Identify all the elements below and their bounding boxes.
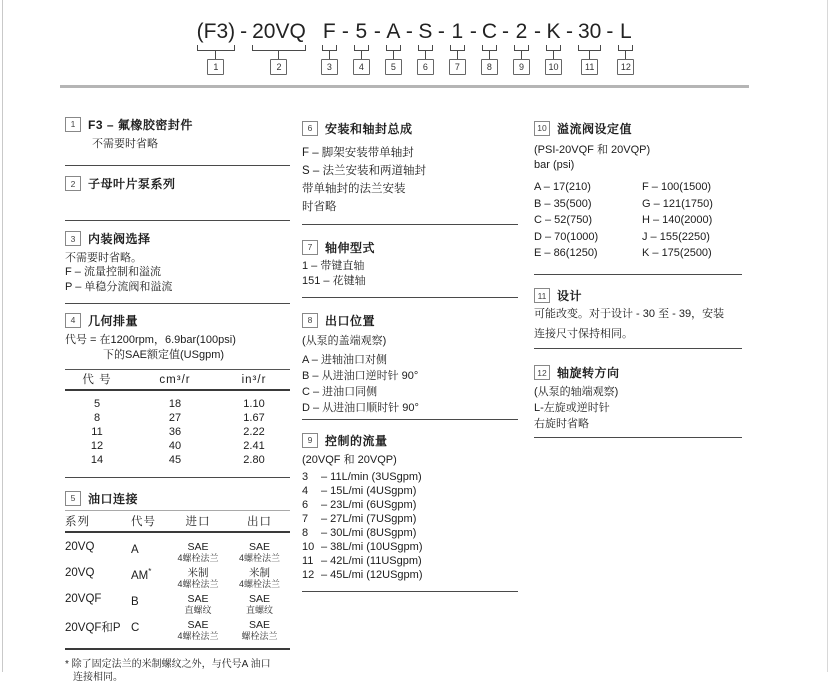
section-divider [65,165,290,166]
section-divider [534,437,742,438]
section-11-header [534,288,742,304]
cell-inlet [167,567,229,590]
code-superscript: * [148,567,152,576]
section-8-number-box: 8 [302,313,318,328]
port-table-header [65,511,290,531]
section-6-line: 时省略 [302,201,337,213]
section-2-title: 子母叶片泵系列 [88,177,176,191]
section-7-number-box: 7 [302,240,318,255]
code-number-box-8: 8 [481,59,498,75]
code-number-box-2: 2 [270,59,287,75]
code-stem-3 [329,51,330,59]
section-1-number-box: 1 [65,117,81,132]
table-row [65,411,290,425]
code-segment-11 [577,20,602,75]
page-right-border [827,0,828,672]
table-row [65,533,290,564]
cell-series: 20VQ [65,567,95,579]
outlet-line1: SAE [248,593,270,605]
inlet-line2: 4螺栓法兰 [177,553,219,563]
section-3-line: F – 流量控制和溢流 [65,266,161,278]
cell-outlet [229,567,290,590]
section-11-number-box: 11 [534,288,550,303]
code-value: AM [131,569,149,582]
section-12-line: (从泵的轴端观察) [534,385,619,398]
section-4-header [65,312,290,328]
flow-option [302,540,518,554]
inlet-line1: SAE [187,593,209,605]
code-text-8: C [481,20,497,43]
section-3-title: 内装阀选择 [88,232,151,246]
inlet-line2: 4螺栓法兰 [177,631,219,641]
setting-left: A – 17(210) [534,181,591,193]
code-stem-9 [521,51,522,59]
content-columns [65,108,765,684]
column-1 [65,108,290,684]
relief-settings-list [534,179,742,262]
section-12-line: L-左旋或逆时针 [534,401,610,414]
section-shaft-type [302,239,518,288]
setting-left: E – 86(1250) [534,247,598,259]
section-outlet-position [302,312,518,416]
code-separator: - [502,20,509,43]
column-header-cm3r: cm³/r [159,374,191,386]
section-valve-option [65,231,290,295]
outlet-line1: 米制 [249,567,270,579]
code-number-box-7: 7 [449,59,466,75]
code-stem-8 [489,51,490,59]
section-1-title: F3 – 氟橡胶密封件 [88,117,193,132]
cell-code: 14 [90,454,104,466]
code-stem-11 [589,51,590,59]
code-stem-6 [425,51,426,59]
section-11-line: 连接尺寸保持相同。 [534,327,633,340]
section-12-header [534,365,742,381]
code-value: C [131,621,140,634]
cell-series: 20VQ [65,541,95,553]
section-6-number-box: 6 [302,121,318,136]
code-text-10: K [546,20,561,43]
column-header-code: 代号 [131,516,156,528]
code-segment-3 [321,20,338,75]
option-code: 7 [302,513,309,525]
option-code: 6 [302,499,309,511]
outlet-line1: SAE [248,619,270,631]
section-3-number-box: 3 [65,231,81,246]
cell-inlet [167,619,229,642]
relief-setting-row [534,245,742,262]
section-divider [302,297,518,298]
section-1-body: 不需要时省略 [92,138,158,150]
table-row [65,453,290,467]
section-7-title: 轴伸型式 [325,240,376,255]
column-header-series: 系列 [65,516,90,528]
code-separator: - [566,20,573,43]
section-7-line: 151 – 花键轴 [302,274,366,287]
section-divider [534,348,742,349]
option-label: – 23L/mi (6USgpm) [321,499,417,511]
cell-outlet [229,541,290,564]
cell-in3r: 2.80 [243,454,265,466]
code-number-box-5: 5 [385,59,402,75]
code-stem-1 [215,51,216,59]
cell-inlet [167,541,229,564]
code-segment-4 [353,20,370,75]
code-segment-6 [417,20,434,75]
section-10-subtitle2: bar (psi) [534,159,575,171]
table-row [65,439,290,453]
code-segment-5 [385,20,402,75]
code-number-box-4: 4 [353,59,370,75]
option-label: – 38L/mi (10USgpm) [321,541,423,553]
flow-option [302,470,518,484]
outlet-line2: 4螺栓法兰 [238,553,280,563]
column-3 [534,108,742,684]
code-number-box-10: 10 [545,59,562,75]
setting-right: F – 100(1500) [642,181,712,193]
code-text-3: F [322,20,336,43]
model-code-row [10,20,820,75]
flow-option [302,554,518,568]
section-11-title: 设计 [557,289,583,303]
table-row [65,616,290,648]
section-9-number-box: 9 [302,433,318,448]
code-number-box-11: 11 [581,59,598,75]
code-separator: - [534,20,541,43]
cell-code [123,619,167,642]
flow-options [302,470,518,582]
cell-cm3r: 36 [168,426,182,438]
option-label: – 30L/mi (8USgpm) [321,527,417,539]
option-code: 4 [302,485,309,497]
section-divider [302,224,518,225]
setting-right: J – 155(2250) [642,230,710,243]
section-8-subtitle: (从泵的盖端观察) [302,335,387,347]
table-rule [65,648,290,650]
code-text-11: 30 [578,20,602,43]
section-8-header [302,312,518,328]
section-fluorocarbon-seal [65,116,290,152]
cell-code: 8 [93,412,101,424]
option-code: 8 [302,527,309,539]
inlet-line2: 4螺栓法兰 [177,579,219,589]
option-label: – 27L/mi (7USgpm) [321,513,417,525]
section-4-number-box: 4 [65,313,81,328]
code-segment-12 [617,20,634,75]
model-code-header [10,20,820,75]
code-separator: - [373,20,381,43]
option-label: – 42L/mi (11USgpm) [321,555,422,567]
section-divider [302,591,518,592]
code-separator: - [606,20,614,43]
cell-in3r: 1.67 [243,412,265,424]
code-text-6: S [418,20,433,43]
section-rotation-direction [534,365,742,432]
code-text-5: A [386,20,401,43]
section-8-title: 出口位置 [325,313,376,328]
flow-option [302,526,518,540]
code-segment-8 [481,20,498,75]
code-separator: - [405,20,413,43]
section-12-line: 右旋时省略 [534,417,589,430]
section-relief-setting [534,120,742,262]
column-header-in3r: in³/r [241,374,267,386]
cell-in3r: 2.41 [243,440,265,452]
setting-right: H – 140(2000) [642,214,713,226]
setting-right: K – 175(2500) [642,247,712,259]
section-displacement [65,312,290,467]
section-1-header [65,116,290,132]
cell-in3r: 2.22 [243,426,265,438]
inlet-line1: 米制 [187,567,209,579]
relief-setting-row [534,212,742,229]
code-value: A [131,543,139,556]
code-number-box-6: 6 [417,59,434,75]
code-segment-7 [449,20,466,75]
cell-series: 20VQF和P [65,622,121,634]
section-3-line: 不需要时省略。 [65,251,142,264]
cell-code [123,541,167,564]
section-8-line: A – 进轴油口对侧 [302,354,387,366]
cell-cm3r: 40 [168,440,182,452]
code-stem-2 [278,51,279,59]
cell-series: 20VQF [65,593,102,605]
outlet-line1: SAE [248,541,270,553]
cell-cm3r: 45 [168,454,182,466]
code-number-box-9: 9 [513,59,530,75]
code-number-box-3: 3 [321,59,338,75]
option-label: – 45L/mi (12USgpm) [321,569,423,581]
cell-code [123,567,167,590]
section-divider [65,220,290,221]
section-5-number-box: 5 [65,491,81,506]
column-header-outlet: 出口 [247,516,272,528]
code-text-1: (F3) [196,20,236,43]
code-segment-9 [513,20,530,75]
code-text-2: 20VQ [252,20,306,43]
section-9-title: 控制的流量 [325,433,388,448]
section-controlled-flow [302,432,518,582]
column-header-inlet: 进口 [185,516,211,528]
section-6-line: S – 法兰安装和两道轴封 [302,165,426,177]
code-text-4: 5 [355,20,368,43]
section-design [534,288,742,344]
section-12-title: 轴旋转方向 [557,366,620,380]
table-row [65,397,290,411]
section-port-connections [65,490,290,684]
section-10-number-box: 10 [534,121,550,136]
port-table-footnote: * 除了固定法兰的米制螺纹之外，与代号A 油口 [65,659,271,670]
flow-option [302,512,518,526]
section-6-line: 带单轴封的法兰安装 [302,183,406,195]
setting-left: B – 35(500) [534,197,592,210]
setting-left: C – 52(750) [534,214,593,226]
code-number-box-1: 1 [207,59,224,75]
table-row [65,590,290,616]
outlet-line2: 直螺纹 [245,605,273,615]
cell-in3r: 1.10 [243,398,265,410]
section-10-header [534,120,742,136]
section-10-title: 溢流阀设定值 [557,121,633,136]
cell-outlet [229,619,290,642]
option-code: 3 [302,471,309,483]
option-label: – 11L/min (3USgpm) [321,471,422,483]
section-2-header [65,176,290,192]
displacement-table [65,369,290,467]
code-separator: - [341,20,349,43]
section-4-note-line1: 代号 = 在1200rpm，6.9bar(100psi) [65,334,236,346]
flow-option [302,484,518,498]
code-segment-2 [251,20,307,75]
section-8-line: C – 进油口同侧 [302,386,378,398]
section-7-header [302,239,518,255]
section-6-title: 安装和轴封总成 [325,121,413,136]
column-2 [302,108,518,684]
section-4-note-line2: 下的SAE额定值(USgpm) [103,349,225,361]
section-12-number-box: 12 [534,365,550,380]
code-separator: - [240,20,248,43]
section-3-line: P – 单稳分流阀和溢流 [65,280,173,293]
section-8-line: D – 从进油口顺时针 90° [302,402,419,414]
section-4-title: 几何排量 [88,313,139,328]
inlet-line1: SAE [187,619,209,631]
section-7-line: 1 – 带键直轴 [302,260,365,272]
table-row [65,564,290,590]
option-code: 12 [302,569,315,581]
section-divider [65,303,290,304]
relief-setting-row [534,196,742,213]
code-text-12: L [620,20,632,43]
section-10-subtitle1: (PSI-20VQF 和 20VQP) [534,144,651,156]
relief-setting-row [534,179,742,196]
section-9-subtitle: (20VQF 和 20VQP) [302,454,397,466]
page-left-border [2,0,3,672]
section-2-number-box: 2 [65,176,81,191]
setting-left: D – 70(1000) [534,230,599,243]
flow-option [302,498,518,512]
section-5-header [65,490,290,506]
cell-code: 11 [91,426,103,438]
inlet-line1: SAE [187,541,209,553]
code-separator: - [437,20,445,43]
section-3-header [65,231,290,247]
cell-code: 12 [90,440,104,452]
code-segment-10 [545,20,562,75]
code-text-7: 1 [451,20,464,43]
option-label: – 15L/mi (4USgpm) [321,485,417,497]
setting-right: G – 121(1750) [642,197,713,210]
cell-inlet [167,593,229,616]
cell-cm3r: 27 [168,412,182,424]
section-6-header [302,120,518,136]
code-separator: - [469,20,477,43]
cell-code: 5 [93,398,101,410]
section-11-line: 可能改变。对于设计 - 30 至 - 39，安装 [534,307,725,320]
relief-setting-row [534,229,742,246]
code-stem-5 [393,51,394,59]
code-text-9: 2 [515,20,528,43]
outlet-line2: 螺栓法兰 [241,631,278,641]
section-6-line: F – 脚架安装带单轴封 [302,147,414,159]
option-code: 11 [302,555,314,567]
code-stem-7 [457,51,458,59]
column-header-code: 代 号 [82,374,112,386]
displacement-table-header [65,370,290,389]
code-segment-1 [196,20,237,75]
section-divider [534,274,742,275]
cell-outlet [229,593,290,616]
section-divider [65,477,290,478]
code-number-box-12: 12 [617,59,634,75]
cell-cm3r: 18 [168,398,182,410]
section-9-header [302,432,518,448]
header-divider [60,85,749,88]
section-mounting-seal [302,120,518,216]
section-pump-series [65,176,290,192]
section-5-title: 油口连接 [88,491,139,506]
cell-code [123,593,167,616]
table-row [65,425,290,439]
section-8-line: B – 从进油口逆时针 90° [302,370,419,382]
inlet-line2: 直螺纹 [184,605,212,615]
flow-option [302,568,518,582]
code-stem-10 [553,51,554,59]
section-divider [302,419,518,420]
code-value: B [131,595,139,608]
port-table-footnote: 连接相同。 [73,672,123,683]
option-code: 10 [302,541,315,553]
code-stem-12 [625,51,626,59]
outlet-line2: 4螺栓法兰 [238,579,280,589]
code-stem-4 [361,51,362,59]
